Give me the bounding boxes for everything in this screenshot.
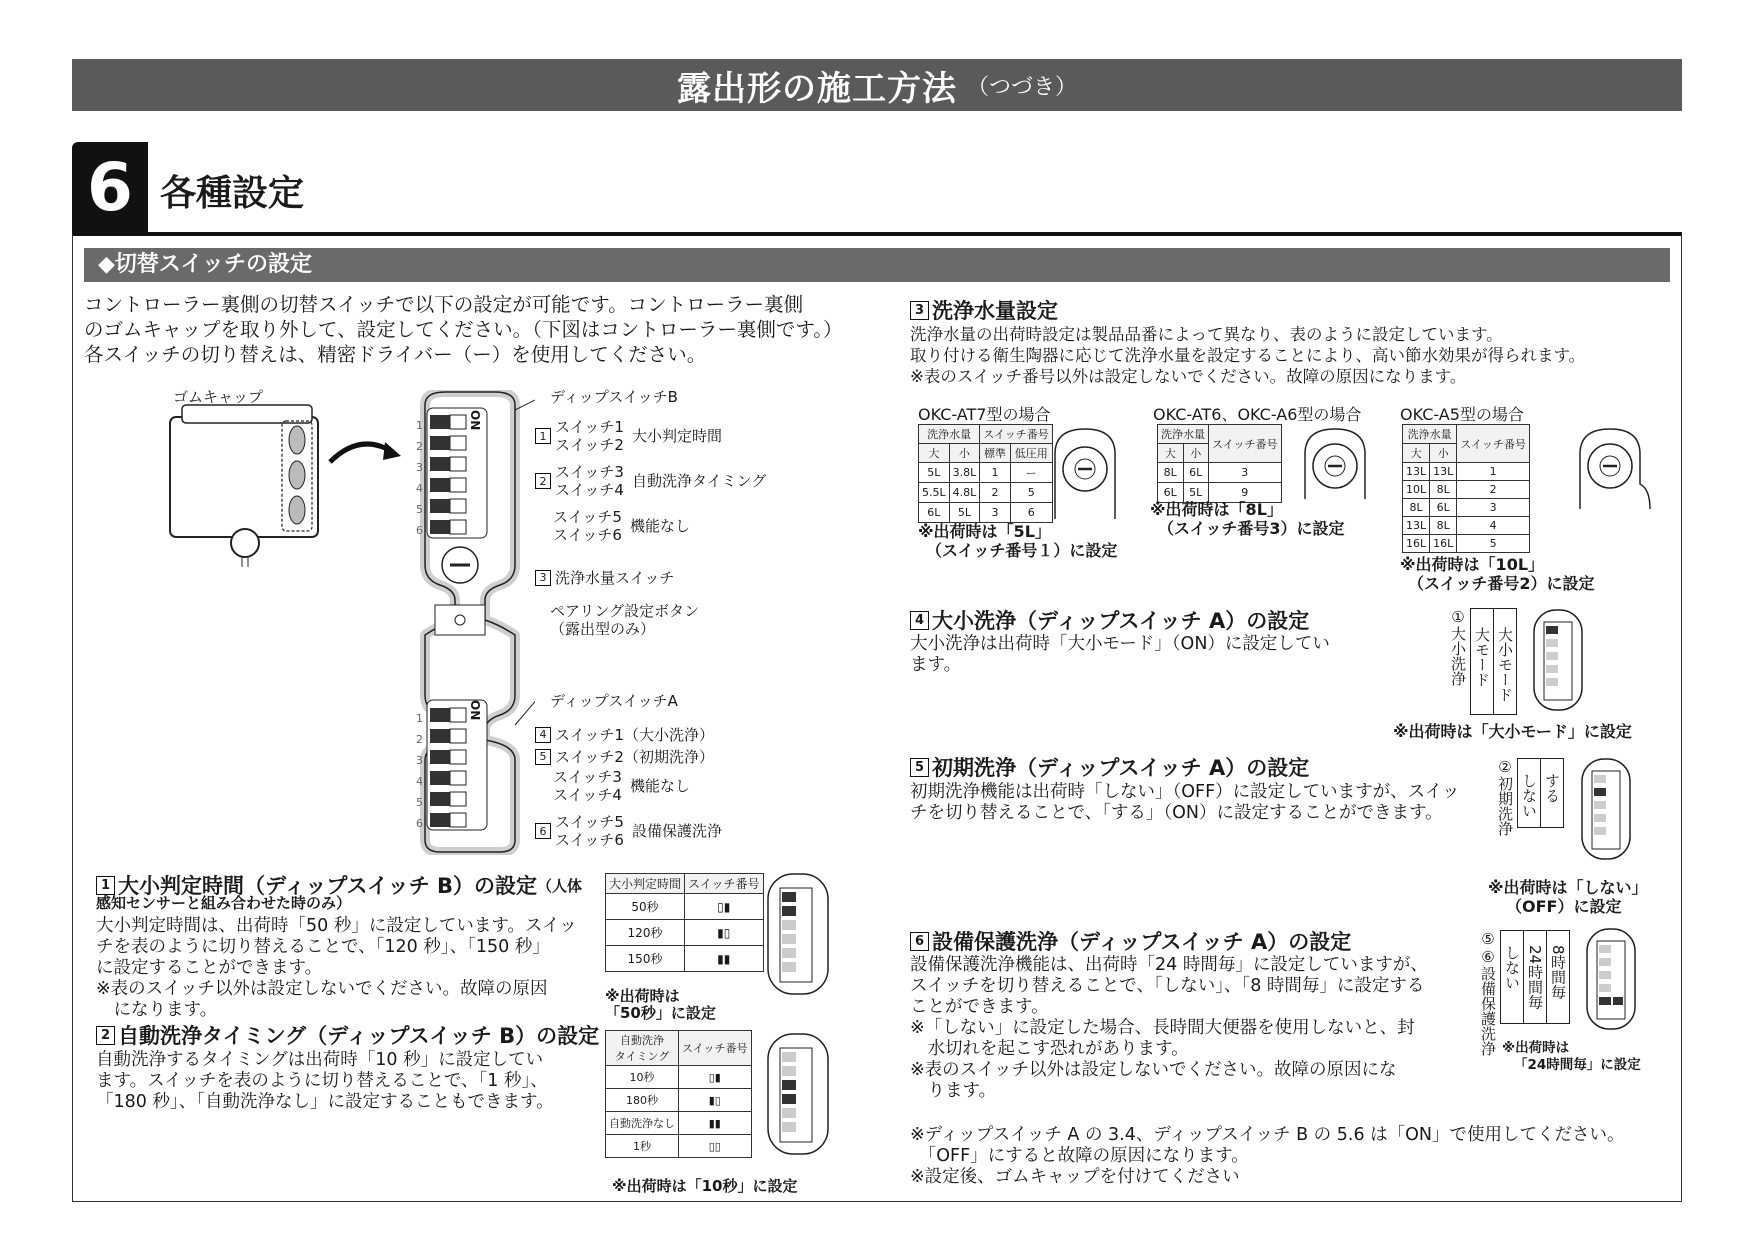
dip-switch-a-label: ディップスイッチA	[550, 692, 678, 710]
a-switch5-6-label: 6 スイッチ5 スイッチ6 設備保護洗浄	[535, 813, 722, 849]
s3-table1: 洗浄水量 スイッチ番号 大 小 標準 低圧用 5L 3.8L 1 ー 5.5L 4.8L 2 5 6L 5L 3 6	[918, 424, 1053, 523]
s5-heading: 5 初期洗浄（ディップスイッチ A）の設定	[910, 752, 1309, 782]
intro-text	[84, 292, 874, 367]
s4-heading: 4 大小洗浄（ディップスイッチ A）の設定	[910, 605, 1309, 635]
water-dial-icon	[1575, 424, 1655, 514]
s5-dip-illustration	[1578, 755, 1654, 865]
controller-back-illustration	[405, 390, 535, 855]
s4-marker-label: ①大小洗浄	[1449, 608, 1467, 686]
s6-dip-illustration	[1583, 925, 1659, 1035]
intro-line: コントローラー裏側の切替スイッチで以下の設定が可能です。コントローラー裏側	[84, 293, 804, 316]
water-volume-switch-label: 3 洗浄水量スイッチ	[535, 567, 674, 588]
s3-heading: 3 洗浄水量設定	[910, 295, 1058, 325]
s1-table: 大小判定時間 スイッチ番号 50秒 ▯▮ 120秒 ▮▯ 150秒 ▮▮	[605, 873, 764, 972]
s3-table2-title: OKC-AT6、OKC-A6型の場合	[1153, 405, 1362, 424]
s5-option-graphic	[1495, 758, 1564, 836]
s6-heading: 6 設備保護洗浄（ディップスイッチ A）の設定	[910, 926, 1351, 956]
s5-options: しない する	[1517, 758, 1564, 828]
footer-notes: ※ディップスイッチ A の 3.4、ディップスイッチ B の 5.6 は「ON」で使用してください。 「OFF」にすると故障の原因になります。 ※設定後、ゴムキャップを付けてください	[910, 1125, 1625, 1187]
s6-options: しない 24時間毎 8時間毎	[1500, 930, 1570, 1024]
subsection-title: ◆切替スイッチの設定	[84, 248, 1670, 282]
s2-dip-illustration	[760, 1030, 850, 1160]
s1-body: 大小判定時間は、出荷時「50 秒」に設定しています。スイッ チを表のように切り替えることで、「120 秒」、「150 秒」 に設定することができます。 ※表のスイッチ以外は設定しないでください。故障の原因 になります。	[96, 916, 577, 1020]
b-switch3-4-label: 2 スイッチ3 スイッチ4 自動洗浄タイミング	[535, 463, 766, 499]
s3-table2: 洗浄水量 スイッチ番号 大 小 8L 6L 3 6L 5L 9	[1157, 424, 1282, 503]
pairing-button-label: ペアリング設定ボタン （露出型のみ）	[550, 602, 700, 638]
s4-option-graphic	[1448, 608, 1517, 715]
b-switch1-2-label: 1 スイッチ1 スイッチ2 大小判定時間	[535, 418, 722, 454]
s2-body: 自動洗浄するタイミングは出荷時「10 秒」に設定してい ます。スイッチを表のように切り替えることで、「1 秒」、 「180 秒」、「自動洗浄なし」に設定することもできます。	[96, 1050, 554, 1112]
rubber-cap-label: ゴムキャップ	[173, 388, 264, 406]
s3-table3-title: OKC-A5型の場合	[1400, 405, 1524, 424]
dip-switch-b-label: ディップスイッチB	[550, 388, 678, 406]
s6-body: 設備保護洗浄機能は、出荷時「24 時間毎」に設定していますが、 スイッチを切り替えることで、「しない」、「8 時間毎」に設定する ことができます。 ※「しない」に設定した場合、長時間大便器を使用しないと、封 水切れを起こす恐れがあります。 ※表のスイッチ以外は設定しないでください。故障の原因にな ります。	[910, 955, 1428, 1101]
page-title: 露出形の施工方法	[676, 68, 957, 109]
arrow-icon	[325, 432, 405, 472]
s1-heading: 1 大小判定時間（ディップスイッチ B）の設定 （人体	[96, 870, 582, 900]
s6-option-graphic	[1478, 930, 1570, 1056]
switch-numbers: 1 2 3 4 5 6	[416, 419, 423, 537]
s2-note: ※出荷時は「10秒」に設定	[612, 1177, 798, 1195]
on-label: ON	[468, 700, 482, 721]
s6-note: ※出荷時は 「24時間毎」に設定	[1502, 1040, 1641, 1073]
s4-dip-illustration	[1530, 606, 1610, 716]
s5-note: ※出荷時は「しない」 （OFF）に設定	[1488, 878, 1648, 916]
water-dial-icon	[1050, 424, 1120, 524]
s5-body: 初期洗浄機能は出荷時「しない」（OFF）に設定していますが、スイッ チを切り替えることで、「する」（ON）に設定することができます。	[910, 782, 1460, 823]
b-switch5-6-label: スイッチ5 スイッチ6 機能なし	[553, 508, 690, 544]
a-switch2-label: 5 スイッチ2（初期洗浄）	[535, 746, 714, 767]
s3-body: 洗浄水量の出荷時設定は製品品番によって異なり、表のように設定しています。 取り付ける衛生陶器に応じて洗浄水量を設定することにより、高い節水効果が得られます。 ※表のスイッチ番号以外は設定しないでください。故障の原因になります。	[910, 325, 1586, 386]
intro-line: のゴムキャップを取り外して、設定してください。（下図はコントローラー裏側です。）	[84, 318, 843, 341]
s3-table3-note: ※出荷時は「10L」 （スイッチ番号2）に設定	[1400, 555, 1595, 593]
s3-table1-title: OKC-AT7型の場合	[918, 405, 1051, 424]
s5-marker-label: ②初期洗浄	[1496, 758, 1514, 836]
s3-table3: 洗浄水量 スイッチ番号 大 小 13L 13L 1 10L 8L 2 8L 6L 3 13L 8L 4 16L 16L 5	[1402, 424, 1530, 553]
page-title-suffix: （つづき）	[966, 74, 1077, 100]
s3-table1-note: ※出荷時は「5L」 （スイッチ番号１）に設定	[918, 522, 1118, 560]
s2-heading: 2 自動洗浄タイミング（ディップスイッチ B）の設定	[96, 1020, 599, 1050]
s1-dip-illustration	[760, 870, 850, 1000]
a-switch3-4-label: スイッチ3 スイッチ4 機能なし	[553, 768, 690, 804]
switch-numbers: 1 2 3 4 5 6	[416, 712, 423, 830]
page-header-banner	[72, 59, 1682, 111]
s4-note: ※出荷時は「大小モード」に設定	[1393, 722, 1632, 741]
controller-body-illustration	[160, 395, 330, 570]
a-switch1-label: 4 スイッチ1（大小洗浄）	[535, 724, 714, 745]
s4-options: 大モード 大小モード	[1470, 608, 1517, 715]
s1-heading-cont: 感知センサーと組み合わせた時のみ）	[96, 894, 352, 912]
section-title: 各種設定	[160, 173, 305, 214]
s3-table2-note: ※出荷時は「8L」 （スイッチ番号3）に設定	[1150, 500, 1345, 538]
section-number: 6	[72, 142, 148, 232]
on-label: ON	[468, 410, 482, 431]
water-dial-icon	[1300, 424, 1370, 504]
s2-table: 自動洗浄 タイミング スイッチ番号 10秒 ▯▮ 180秒 ▮▯ 自動洗浄なし ▮▮ 1秒 ▯▯	[605, 1030, 752, 1158]
s1-note: ※出荷時は 「50秒」に設定	[605, 987, 716, 1022]
s6-marker-label: ⑤⑥設備保護洗浄	[1479, 930, 1497, 1056]
intro-line: 各スイッチの切り替えは、精密ドライバー（ー）を使用してください。	[84, 343, 707, 366]
s4-body: 大小洗浄は出荷時「大小モード」（ON）に設定してい ます。	[910, 634, 1330, 675]
